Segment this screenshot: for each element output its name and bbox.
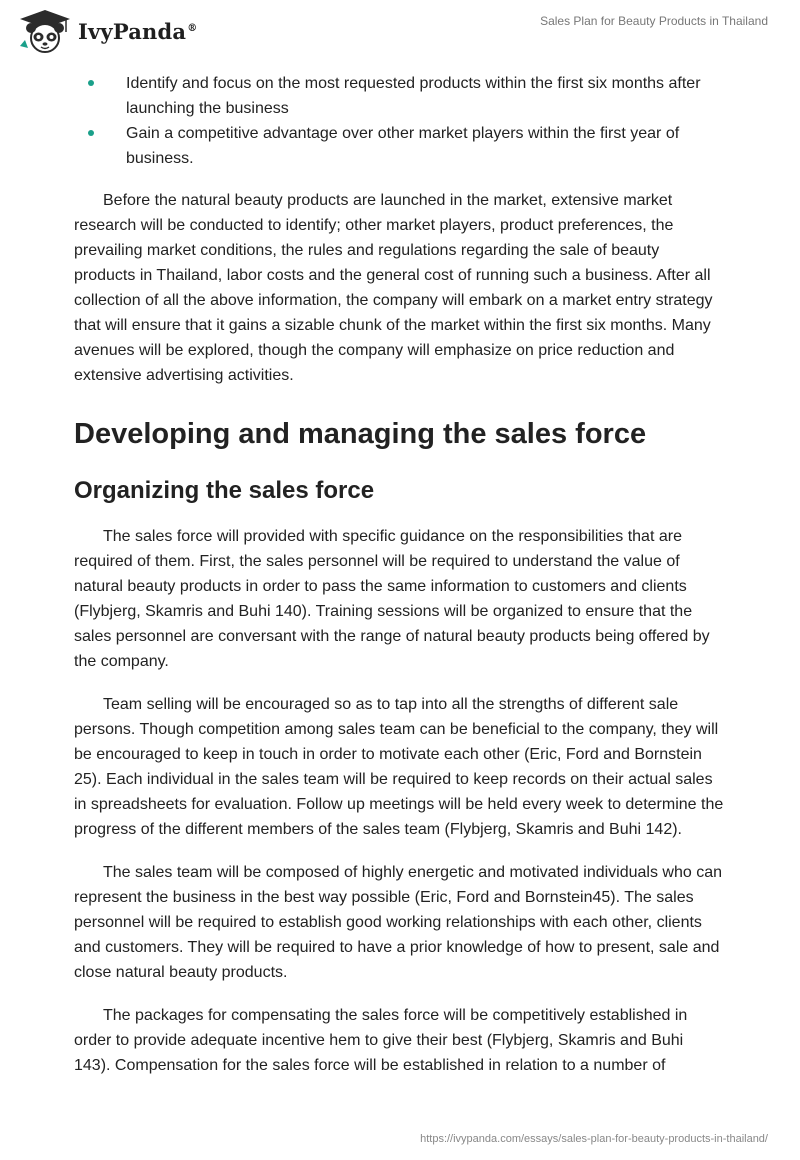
section-heading: Developing and managing the sales force <box>74 418 647 450</box>
paragraph: The sales team will be composed of highly energetic and motivated individuals who can represent the business in the best way possible (Eric, Ford and Bornstein45). The sales personnel will be required to establish good working relationships with each other, clients and customers. They will be required to have a prior knowledge of how to present, sale and close natural beauty products. <box>74 864 723 981</box>
list-item-text: Identify and focus on the most requested products within the first six months after launching the business <box>126 75 701 117</box>
document-title: Sales Plan for Beauty Products in Thailand <box>540 14 768 28</box>
list-item <box>74 71 724 121</box>
paragraph: Before the natural beauty products are launched in the market, extensive market research will be conducted to identify; other market players, product preferences, the prevailing market conditions, the rules and regulations regarding the sale of beauty products in Thailand, labor costs and the general cost of running such a business. After all collection of all the above information, the company will embark on a market entry strategy that will ensure that it gains a sizable chunk of the market within the first six months. Many avenues will be explored, though the company will emphasize on price reduction and extensive advertising activities. <box>74 192 713 384</box>
paragraph: The sales force will provided with specific guidance on the responsibilities that are required of them. First, the sales personnel will be required to understand the value of natural beauty products in order to pass the same information to customers and clients (Flybjerg, Skamris and Buhi 140). Training sessions will be organized to ensure that the sales personnel are conversant with the range of natural beauty products being offered by the company. <box>74 528 710 670</box>
subsection-heading: Organizing the sales force <box>74 477 375 504</box>
bullet-icon <box>88 80 94 86</box>
paragraph: Team selling will be encouraged so as to tap into all the strengths of different sale persons. Though competition among sales team can be beneficial to the company, they will be encouraged to keep in touch in order to motivate each other (Eric, Ford and Bornstein 25). Each individual in the sales team will be required to keep records on their actual sales in spreadsheets for evaluation. Follow up meetings will be held every week to determine the progress of the different members of the sales team (Flybjerg, Skamris and Buhi 142). <box>74 696 724 838</box>
bullet-icon <box>88 130 94 136</box>
objectives-list <box>74 71 724 171</box>
source-url-link[interactable]: https://ivypanda.com/essays/sales-plan-for-beauty-products-in-thailand/ <box>420 1133 768 1145</box>
brand-logo[interactable] <box>16 8 197 54</box>
page-header <box>0 0 800 60</box>
list-item <box>74 121 724 171</box>
article-content <box>74 71 724 1078</box>
paragraph: The packages for compensating the sales force will be competitively established in order to provide adequate incentive hem to give their best (Flybjerg, Skamris and Buhi 143). Compensation for the sales force will be established in relation to a number of <box>74 1007 688 1074</box>
panda-graduate-icon <box>16 8 74 54</box>
list-item-text: Gain a competitive advantage over other market players within the first year of business. <box>126 125 680 167</box>
brand-name: IvyPanda® <box>78 18 198 44</box>
